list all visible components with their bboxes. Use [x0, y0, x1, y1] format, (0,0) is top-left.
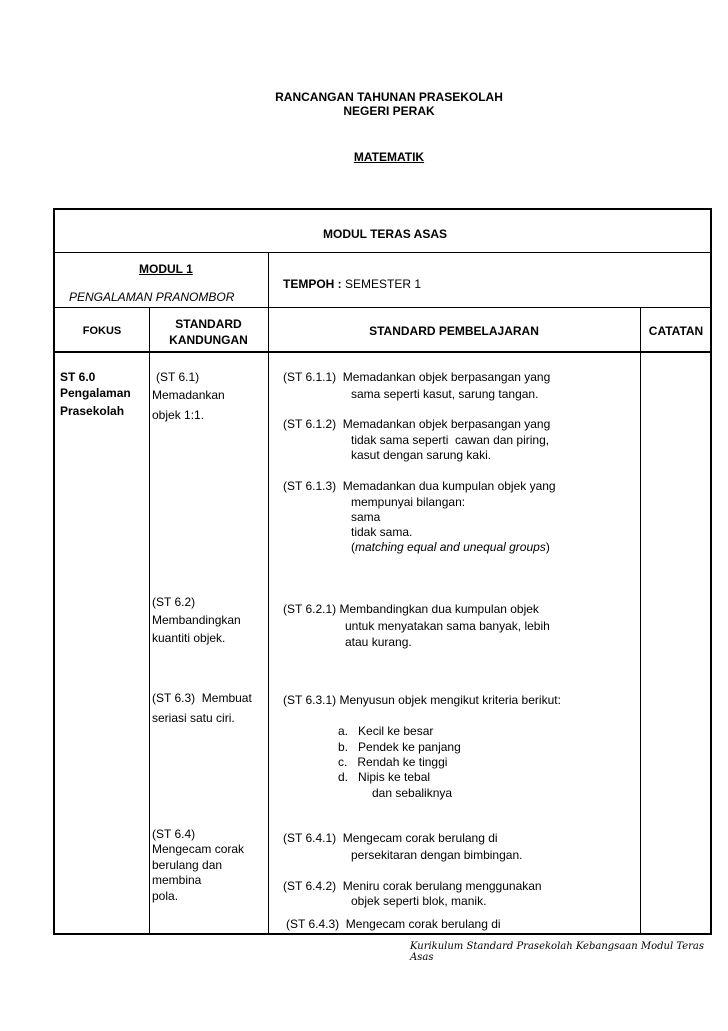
col-header-sk-line2: KANDUNGAN: [169, 333, 248, 347]
col-header-sk-line1: STANDARD: [175, 317, 242, 331]
sk4-line2: berulang dan: [152, 858, 223, 872]
sp1-2-line1: (ST 6.1.2) Memadankan objek berpasangan yang: [283, 417, 551, 431]
tempoh-value: SEMESTER 1: [345, 277, 422, 291]
list-marker: c.: [338, 755, 348, 769]
criteria-list-item: [338, 723, 433, 739]
fokus-line2: Prasekolah: [60, 404, 125, 418]
sk2-line1: Membandingkan: [152, 613, 241, 627]
paren-open: (: [351, 540, 355, 554]
fokus-code: ST 6.0: [60, 370, 96, 384]
list-marker: a.: [338, 724, 349, 738]
divider-fokus-col: [149, 307, 150, 933]
sk2-code: (ST 6.2): [152, 595, 196, 609]
divider-sp-col: [640, 307, 641, 933]
module-name: MODUL 1: [139, 262, 193, 276]
sp4-1-line1: (ST 6.4.1) Mengecam corak berulang di: [283, 831, 498, 845]
sk4-code: (ST 6.4): [152, 827, 196, 841]
page-footer: Kurikulum Standard Prasekolah Kebangsaan Modul Teras Asas: [410, 941, 705, 963]
plan-table: [53, 208, 712, 935]
criteria-list-tail: dan sebaliknya: [372, 786, 453, 800]
module-subtitle: PENGALAMAN PRANOMBOR: [69, 290, 235, 304]
tempoh-label: TEMPOH :: [283, 277, 342, 291]
divider-banner: [55, 252, 710, 253]
sp1-3-line2: mempunyai bilangan:: [351, 495, 466, 509]
sp1-2-line2: tidak sama seperti cawan dan piring,: [351, 433, 550, 447]
divider-header: [55, 351, 710, 353]
list-marker: d.: [338, 770, 349, 784]
fokus-line1: Pengalaman: [60, 386, 131, 400]
subject-title: MATEMATIK: [353, 150, 425, 164]
sk1-line1: Memadankan: [152, 388, 225, 402]
sk3-line1: (ST 6.3) Membuat: [152, 691, 252, 705]
module-banner: MODUL TERAS ASAS: [322, 227, 447, 241]
sp1-1-line2: sama seperti kasut, sarung tangan.: [351, 387, 539, 401]
sp1-3-line1: (ST 6.1.3) Memadankan dua kumpulan objek yang: [283, 479, 556, 493]
sk3-line2: seriasi satu ciri.: [152, 711, 235, 725]
divider-module: [55, 307, 710, 308]
sk4-line4: pola.: [152, 889, 179, 903]
list-text: Pendek ke panjang: [358, 740, 461, 754]
divider-module-col: [268, 252, 269, 307]
list-text: Rendah ke tinggi: [357, 755, 448, 769]
sp4-2-line1: (ST 6.4.2) Meniru corak berulang menggunakan: [283, 879, 542, 893]
criteria-list-item: [338, 769, 430, 785]
paren-close: ): [545, 540, 550, 554]
sp3-1-line1: (ST 6.3.1) Menyusun objek mengikut kriteria berikut:: [283, 693, 561, 707]
sp4-2-line2: objek seperti blok, manik.: [351, 894, 487, 908]
sk4-line3: membina: [152, 873, 202, 887]
sk2-line2: kuantiti objek.: [152, 631, 226, 645]
sk1-code: (ST 6.1): [156, 370, 200, 384]
col-header-sp: STANDARD PEMBELAJARAN: [369, 324, 539, 338]
list-text: Nipis ke tebal: [358, 770, 431, 784]
list-text: Kecil ke besar: [358, 724, 434, 738]
english-note: matching equal and unequal groups: [355, 540, 546, 554]
sp2-1-line1: (ST 6.2.1) Membandingkan dua kumpulan objek: [283, 602, 539, 616]
document-title-line1: RANCANGAN TAHUNAN PRASEKOLAH: [275, 90, 503, 104]
sp1-1-line1: (ST 6.1.1) Memadankan objek berpasangan yang: [283, 370, 551, 384]
sp4-3-line1: (ST 6.4.3) Mengecam corak berulang di: [286, 917, 501, 931]
sp1-3-line4: tidak sama.: [351, 525, 413, 539]
col-header-fokus: FOKUS: [82, 325, 122, 337]
tempoh: [283, 276, 421, 292]
sk1-line2: objek 1:1.: [152, 408, 205, 422]
list-marker: b.: [338, 740, 349, 754]
sp1-3-line3: sama: [351, 510, 381, 524]
col-header-catatan: CATATAN: [648, 324, 704, 338]
sp2-1-line2: untuk menyatakan sama banyak, lebih: [345, 619, 550, 633]
sp1-2-line3: kasut dengan sarung kaki.: [351, 448, 492, 462]
divider-sk-col: [268, 307, 269, 933]
sp4-1-line2: persekitaran dengan bimbingan.: [351, 848, 523, 862]
criteria-list-item: [338, 739, 461, 755]
criteria-list-item: [338, 754, 447, 770]
document-title-line2: NEGERI PERAK: [343, 104, 435, 118]
sp1-3-line5: [351, 539, 550, 555]
sp2-1-line3: atau kurang.: [345, 635, 412, 649]
sk4-line1: Mengecam corak: [152, 842, 245, 856]
